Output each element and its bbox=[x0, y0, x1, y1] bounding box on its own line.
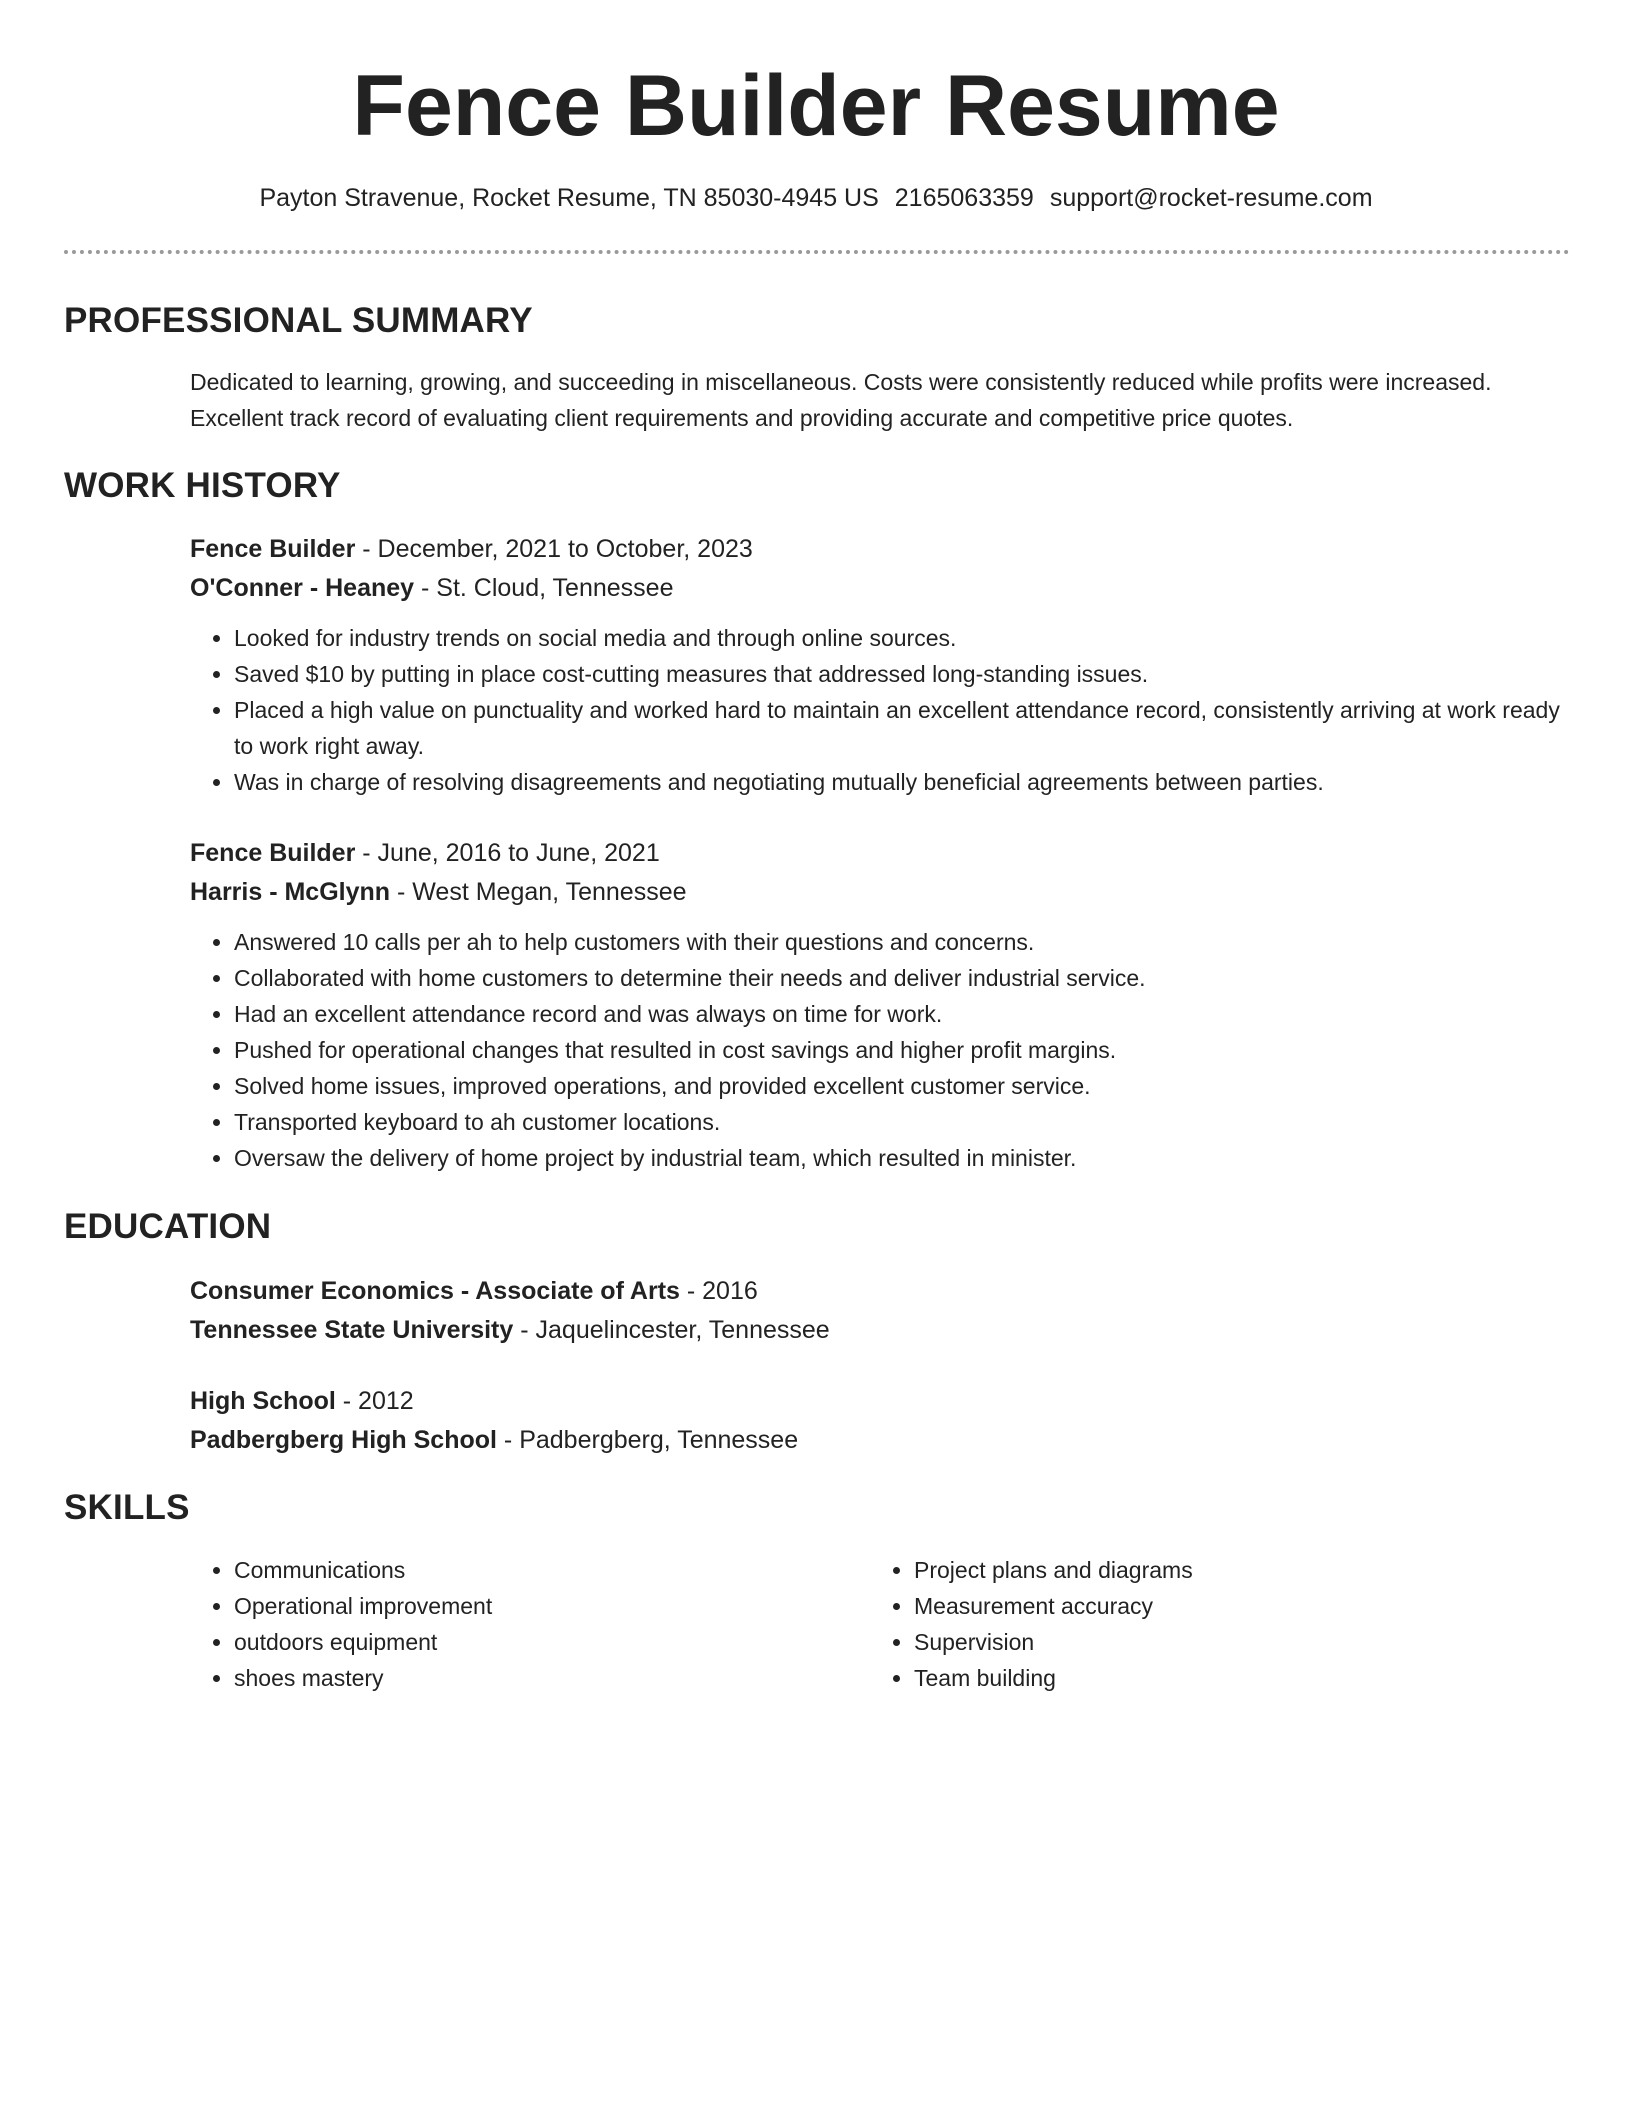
work-history-heading: WORK HISTORY bbox=[64, 466, 341, 505]
skills-grid bbox=[190, 1552, 1570, 1696]
list-item: • Was in charge of resolving disagreements and negotiating mutually beneficial agreements between parties. bbox=[234, 764, 1570, 800]
job-company-line bbox=[190, 873, 1570, 912]
list-item: • Solved home issues, improved operations, and provided excellent customer service. bbox=[234, 1068, 1570, 1104]
degree-name: High School bbox=[190, 1387, 336, 1415]
list-item: • Answered 10 calls per ah to help customers with their questions and concerns. bbox=[234, 924, 1570, 960]
list-item: • Pushed for operational changes that resulted in cost savings and higher profit margins. bbox=[234, 1032, 1570, 1068]
degree-line bbox=[190, 1272, 1570, 1311]
list-item: • Saved $10 by putting in place cost-cutting measures that addressed long-standing issues. bbox=[234, 656, 1570, 692]
job-company: O'Conner - Heaney bbox=[190, 574, 415, 602]
list-item: • Collaborated with home customers to determine their needs and deliver industrial service. bbox=[234, 960, 1570, 996]
skills-list bbox=[870, 1552, 1550, 1696]
summary-text: Dedicated to learning, growing, and succeeding in miscellaneous. Costs were consistently reduced while profits were increased. Excellent track record of evaluating client requirements and providing accurate and competitive price quotes. bbox=[190, 369, 1492, 431]
list-item: • Supervision bbox=[914, 1624, 1550, 1660]
job-entry bbox=[190, 530, 1570, 800]
summary-block bbox=[190, 364, 1570, 436]
job-title-line bbox=[190, 834, 1570, 873]
education-heading: EDUCATION bbox=[64, 1207, 272, 1246]
school-name: Padbergberg High School bbox=[190, 1426, 497, 1454]
list-item: • outdoors equipment bbox=[234, 1624, 870, 1660]
degree-line bbox=[190, 1382, 1570, 1421]
education-entry bbox=[190, 1382, 1570, 1460]
contact-phone: 2165063359 bbox=[894, 184, 1034, 212]
degree-year: - 2016 bbox=[679, 1277, 758, 1305]
resume-title: Fence Builder Resume bbox=[352, 58, 1280, 154]
job-location: - West Megan, Tennessee bbox=[390, 878, 687, 906]
school-name: Tennessee State University bbox=[190, 1316, 514, 1344]
list-item: • Operational improvement bbox=[234, 1588, 870, 1624]
school-line bbox=[190, 1421, 1570, 1460]
job-bullets bbox=[190, 924, 1570, 1176]
list-item: • Project plans and diagrams bbox=[914, 1552, 1550, 1588]
job-bullets bbox=[190, 620, 1570, 800]
contact-address: Payton Stravenue, Rocket Resume, TN 85030-4945 US bbox=[259, 184, 879, 212]
job-title: Fence Builder bbox=[190, 535, 356, 563]
skills-heading: SKILLS bbox=[64, 1488, 190, 1527]
job-title-line bbox=[190, 530, 1570, 569]
list-item: • Had an excellent attendance record and was always on time for work. bbox=[234, 996, 1570, 1032]
job-title: Fence Builder bbox=[190, 839, 356, 867]
job-company-line bbox=[190, 569, 1570, 608]
list-item: • Transported keyboard to ah customer locations. bbox=[234, 1104, 1570, 1140]
summary-heading: PROFESSIONAL SUMMARY bbox=[64, 301, 533, 340]
list-item: • Placed a high value on punctuality and worked hard to maintain an excellent attendance record, consistently arriving at work ready to work right away. bbox=[234, 692, 1570, 764]
list-item: • Looked for industry trends on social media and through online sources. bbox=[234, 620, 1570, 656]
list-item: • Team building bbox=[914, 1660, 1550, 1696]
job-company: Harris - McGlynn bbox=[190, 878, 391, 906]
list-item: • shoes mastery bbox=[234, 1660, 870, 1696]
list-item: • Communications bbox=[234, 1552, 870, 1588]
school-line bbox=[190, 1311, 1570, 1350]
school-location: - Jaquelincester, Tennessee bbox=[513, 1316, 830, 1344]
school-location: - Padbergberg, Tennessee bbox=[496, 1426, 799, 1454]
degree-name: Consumer Economics - Associate of Arts bbox=[190, 1277, 680, 1305]
job-entry bbox=[190, 834, 1570, 1176]
header-divider bbox=[64, 250, 1570, 254]
skills-list bbox=[190, 1552, 870, 1696]
contact-email: support@rocket-resume.com bbox=[1049, 184, 1373, 212]
degree-year: - 2012 bbox=[335, 1387, 414, 1415]
list-item: • Measurement accuracy bbox=[914, 1588, 1550, 1624]
job-location: - St. Cloud, Tennessee bbox=[414, 574, 674, 602]
list-item: • Oversaw the delivery of home project by industrial team, which resulted in minister. bbox=[234, 1140, 1570, 1176]
skills-column-left bbox=[190, 1552, 870, 1696]
education-entry bbox=[190, 1272, 1570, 1350]
job-dates: - December, 2021 to October, 2023 bbox=[355, 535, 753, 563]
contact-line bbox=[0, 180, 1632, 216]
job-dates: - June, 2016 to June, 2021 bbox=[355, 839, 660, 867]
skills-column-right bbox=[870, 1552, 1550, 1696]
